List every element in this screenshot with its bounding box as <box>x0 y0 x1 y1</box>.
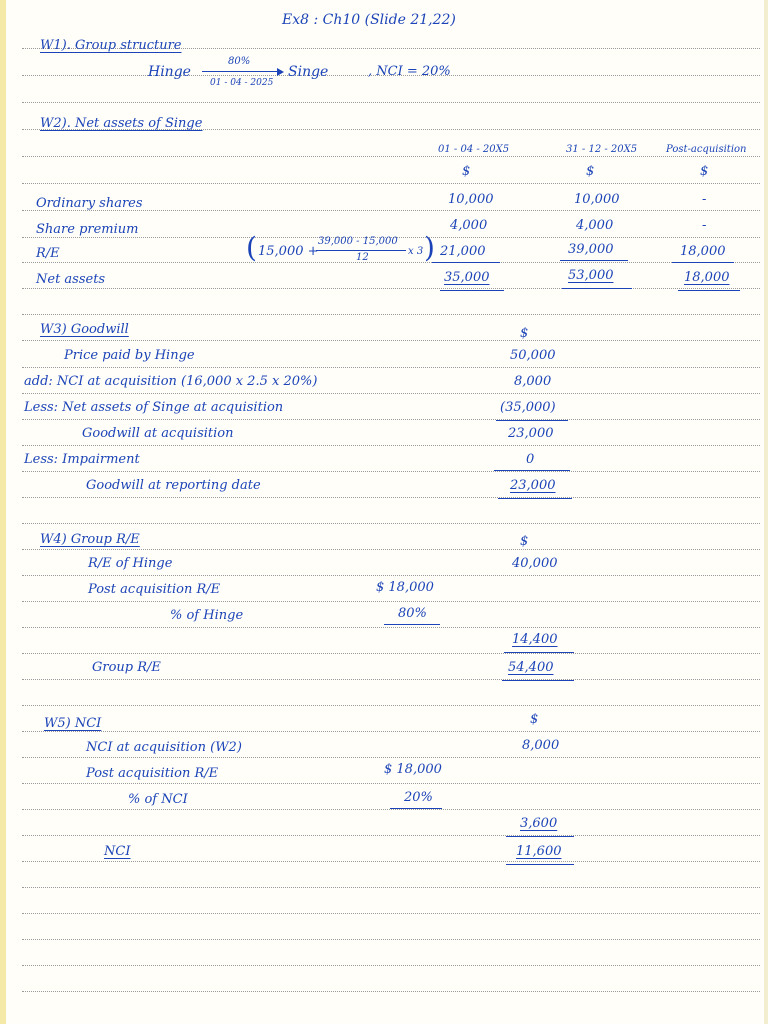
w2-re-calc-numerator: 39,000 - 15,000 <box>318 236 398 247</box>
w1-heading: W1). Group structure <box>40 38 182 53</box>
w4-currency: $ <box>520 534 529 549</box>
page-title: Ex8 : Ch10 (Slide 21,22) <box>282 12 456 28</box>
w2-re-calc-denominator: 12 <box>356 252 369 263</box>
w1-parent: Hinge <box>148 64 191 80</box>
w2-heading: W2). Net assets of Singe <box>40 116 203 131</box>
w1-date: 01 - 04 - 2025 <box>210 78 274 88</box>
w3-heading: W3) Goodwill <box>40 322 129 337</box>
w2-col-header-2: 31 - 12 - 20X5 <box>566 144 638 155</box>
w4-heading: W4) Group R/E <box>40 532 140 547</box>
w2-currency-1: $ <box>462 164 471 179</box>
arrow-icon <box>202 71 282 72</box>
w2-col-header-1: 01 - 04 - 20X5 <box>438 144 510 155</box>
w5-currency: $ <box>530 712 539 727</box>
w1-nci: , NCI = 20% <box>368 64 451 79</box>
w5-heading: W5) NCI <box>44 716 102 731</box>
w2-col-header-3: Post-acquisition <box>666 144 747 155</box>
w1-percent: 80% <box>228 56 251 67</box>
w2-currency-2: $ <box>586 164 595 179</box>
w2-currency-3: $ <box>700 164 709 179</box>
w2-re-calc-prefix: 15,000 + <box>258 244 319 259</box>
w2-re-calc-suffix: x 3 <box>408 246 424 257</box>
w3-currency: $ <box>520 326 529 341</box>
w1-sub: Singe <box>288 64 329 80</box>
notebook-page: Ex8 : Ch10 (Slide 21,22) W1). Group structure Hinge 80% 01 - 04 - 2025 Singe , NCI = 20% W2). Net assets of Singe 01 - 04 - 20X5 31 - 12 - 20X5 Post-acquisition $ $ $ Ordinary shares 10,000 10,000 - Share premium 4,000 4,000 - R/E ( 15,000 + 39,000 - 15,000 12 x 3 ) 21,000 39,000 18,000 Net assets 35,000 53,000 18,000 W3) Goodwill $ Price paid by Hinge 50,000 add: NCI at acquisition (16,000 x 2.5 x 20%) 8,000 Less: Net assets of Singe at acquisition (35,000) Goodwill at acquisition 23,000 Less: Impairment 0 Goodwill at reporting date 23,000 W4) Group R/E $ R/E of Hinge 40,000 Post acquisition R/E $ 18,000 % of Hinge 80% 14,400 Group R/E 54,400 W5) NCI $ NCI at acquisition (W2) 8,000 Post acquisition R/E $ 18,000 % of NCI 20% 3,600 NCI 11,600 <box>0 0 768 1024</box>
